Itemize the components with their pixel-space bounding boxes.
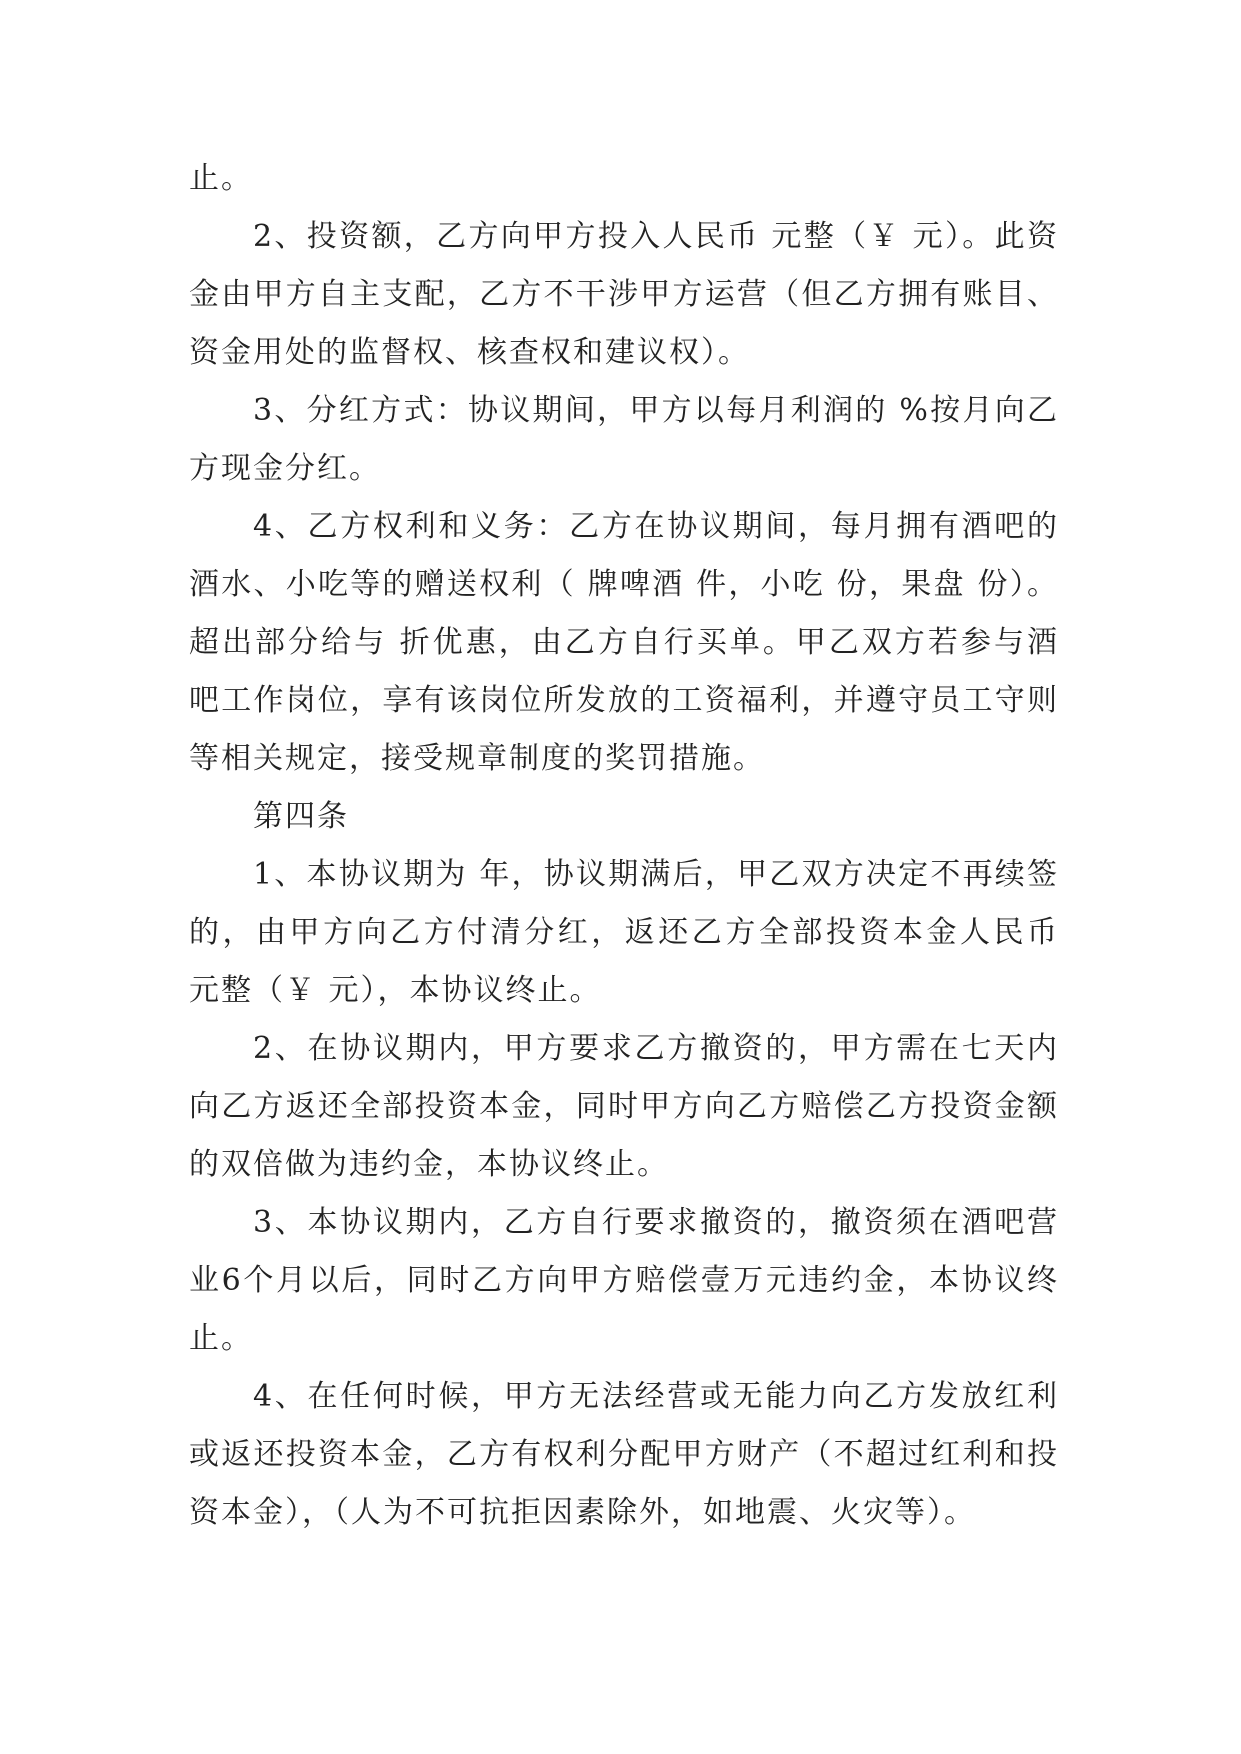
paragraph-asset-distribution: 4、在任何时候，甲方无法经营或无能力向乙方发放红利或返还投资本金，乙方有权利分配甲方财产（不超过红利和投资本金），（人为不可抗拒因素除外，如地震、火灾等）。 [189,1379,1059,1530]
paragraph-investment-amount: 2、投资额，乙方向甲方投入人民币 元整（￥ 元）。此资金由甲方自主支配，乙方不干涉甲方运营（但乙方拥有账目、资金用处的监督权、核查权和建议权）。 [189,219,1059,370]
document-body [189,150,1059,1542]
paragraph-rights-obligations: 4、乙方权利和义务：乙方在协议期间，每月拥有酒吧的酒水、小吃等的赠送权利（ 牌啤酒 件，小吃 份，果盘 份）。超出部分给与 折优惠，由乙方自行买单。甲乙双方若参与酒吧工作岗位，享有该岗位所发放的工资福利，并遵守员工守则等相关规定，接受规章制度的奖罚措施。 [189,509,1059,776]
paragraph-agreement-term: 1、本协议期为 年，协议期满后，甲乙双方决定不再续签的，由甲方向乙方付清分红，返还乙方全部投资本金人民币 元整（￥ 元），本协议终止。 [189,857,1059,1008]
article-heading: 第四条 [253,799,349,834]
paragraph-party-a-withdrawal: 2、在协议期内，甲方要求乙方撤资的，甲方需在七天内向乙方返还全部投资本金，同时甲方向乙方赔偿乙方投资金额的双倍做为违约金，本协议终止。 [189,1031,1059,1182]
paragraph-continuation: 止。 [189,161,253,196]
paragraph-dividend-method: 3、分红方式：协议期间，甲方以每月利润的 %按月向乙方现金分红。 [189,393,1059,486]
paragraph-party-b-withdrawal: 3、本协议期内，乙方自行要求撤资的，撤资须在酒吧营业6个月以后，同时乙方向甲方赔偿壹万元违约金，本协议终止。 [189,1205,1059,1356]
